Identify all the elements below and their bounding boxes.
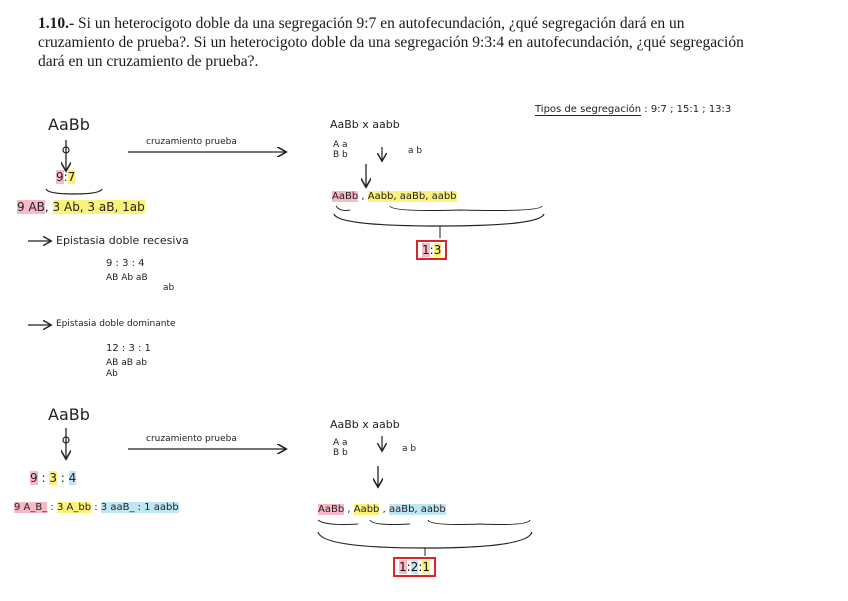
case1-ratio: 9:7 — [56, 170, 76, 184]
tipos-segregacion: Tipos de segregación : 9:7 ; 15:1 ; 13:3 — [535, 104, 732, 115]
case1-result-2: Aabb, aaBb, aabb — [367, 191, 457, 202]
case2-ratio: 9 : 3 : 4 — [30, 471, 77, 485]
case1-gametes-right: a b — [408, 146, 423, 156]
case2-gametes-bottom: B b — [333, 448, 348, 458]
case1-ratio-b: 7 — [67, 170, 76, 184]
case1-final-ratio: 1:3 — [416, 240, 447, 260]
case2-pheno-1: 9 A_B_ — [14, 502, 48, 513]
case1-gametes-top: A a — [333, 140, 348, 150]
case1-cross: AaBb x aabb — [330, 118, 400, 131]
case2-gametes-top: A a — [333, 438, 348, 448]
case1-pheno-1: 9 AB — [17, 200, 45, 214]
case2-final-b: 2 — [410, 560, 419, 574]
case2-result-1: AaBb — [318, 504, 345, 515]
note-epistasis-2-ratio: 12 : 3 : 1 — [106, 343, 151, 354]
note-epistasis-1-title: Epistasia doble recesiva — [56, 234, 189, 247]
case2-pheno-3: 3 aaB_ : 1 aabb — [100, 502, 179, 513]
case2-cross-label: cruzamiento prueba — [146, 434, 237, 444]
case1-ratio-a: 9 — [56, 170, 64, 184]
case1-gametes-bottom: B b — [333, 150, 348, 160]
problem-number: 1.10.- — [38, 15, 75, 32]
case1-cross-label: cruzamiento prueba — [146, 137, 237, 147]
tipos-label: Tipos de segregación — [535, 104, 642, 115]
case2-final-c: 1 — [422, 560, 431, 574]
case2-gametes-right: a b — [402, 444, 417, 454]
case2-ratio-c: 4 — [68, 471, 77, 485]
note-epistasis-1-row1: AB Ab aB — [106, 273, 148, 283]
case2-cross: AaBb x aabb — [330, 418, 400, 431]
case1-final-a: 1 — [422, 243, 430, 257]
case1-pheno-2: 3 Ab, 3 aB, 1ab — [52, 200, 145, 214]
case1-results: AaBb , Aabb, aaBb, aabb — [332, 191, 457, 202]
tipos-values: 9:7 ; 15:1 ; 13:3 — [650, 104, 732, 115]
case2-final-a: 1 — [399, 560, 407, 574]
case2-result-2: Aabb — [353, 504, 380, 515]
case1-result-1: AaBb — [332, 191, 359, 202]
case2-ratio-b: 3 — [49, 471, 57, 485]
case2-result-3: aaBb, aabb — [388, 504, 446, 515]
case1-phenotypes: 9 AB, 3 Ab, 3 aB, 1ab — [17, 200, 145, 214]
case1-genotype: AaBb — [48, 115, 90, 134]
note-epistasis-2-row2: Ab — [106, 369, 118, 379]
case2-genotype: AaBb — [48, 405, 90, 424]
case2-results: AaBb , Aabb , aaBb, aabb — [318, 504, 446, 515]
note-epistasis-1-row2: ab — [163, 283, 175, 293]
case2-final-ratio: 1:2:1 — [393, 557, 436, 577]
problem-text: Si un heterocigoto doble da una segregación 9:7 en autofecundación, ¿qué segregación dará en un cruzamiento de prueba?. Si un heterocigoto doble da una segregación 9:3:4 en autofecundación, ¿qué segregación dará en un cruzamiento de prueba?. — [38, 15, 744, 70]
case2-ratio-a: 9 — [30, 471, 38, 485]
note-epistasis-1-ratio: 9 : 3 : 4 — [106, 258, 145, 269]
case2-phenotypes: 9 A_B_ : 3 A_bb : 3 aaB_ : 1 aabb — [14, 502, 179, 513]
note-epistasis-2-row1: AB aB ab — [106, 358, 147, 368]
case2-pheno-2: 3 A_bb — [56, 502, 92, 513]
case1-final-b: 3 — [433, 243, 442, 257]
note-epistasis-2-title: Epistasia doble dominante — [56, 319, 176, 329]
